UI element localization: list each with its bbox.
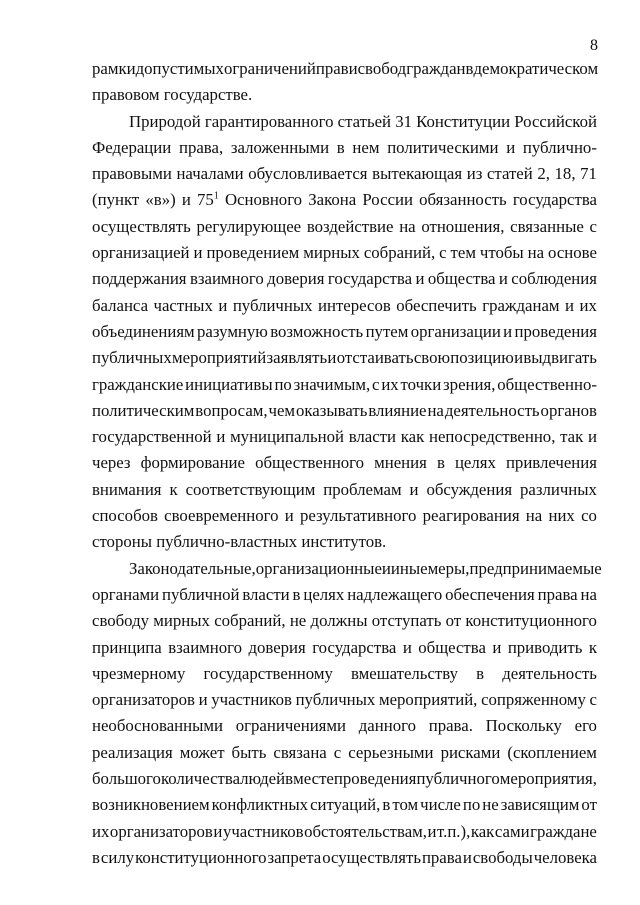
paragraph [92,556,602,872]
word: собраний, [214,611,286,631]
text-line [92,398,597,424]
word: их [579,295,597,315]
word: возможность [270,321,364,341]
word: необоснованными [92,716,223,736]
word: них [548,506,575,526]
word: прав [315,59,349,78]
word: доверия [248,637,306,657]
word: в [285,769,294,789]
text-line [92,240,597,266]
word: иные [390,558,428,578]
word: на [525,506,543,526]
word: не [289,611,307,631]
word: числе [420,795,461,815]
word: организаторов [92,690,195,710]
word: может [179,742,225,762]
word: права, [178,137,224,157]
word: привлечения [505,453,597,473]
word: должны [310,611,368,631]
text-line [92,477,597,503]
word: силу [100,847,135,867]
word: с [589,216,597,236]
word: внимания [92,479,162,499]
word: Законодательные, [129,558,256,578]
word: большого [92,769,161,789]
word: свободу [92,611,150,631]
word: участников [222,821,304,841]
word: к [588,637,597,657]
word: Природой [129,111,201,131]
word: точки [400,374,442,394]
word: от [445,611,462,631]
word: публичных [92,348,172,368]
word: и [348,59,358,78]
word: конституционного [135,847,267,867]
text-line [92,582,597,608]
text-line [92,109,597,135]
word: и [498,269,508,289]
word: серьезными [348,742,434,762]
word: общества [427,269,496,289]
word: мнения [374,453,427,473]
word: к [169,479,178,499]
word: в [476,663,485,683]
word: организации [410,321,501,341]
word: ситуаций, [310,795,381,815]
word: Закона [308,190,357,210]
word: взаимного [168,637,243,657]
word: зависящим [500,795,580,815]
text-line [92,740,597,766]
word: мероприятия, [499,769,597,789]
word: публичных [232,295,313,315]
word: организационные [255,558,382,578]
word: государства [512,190,597,210]
word: быть [231,742,267,762]
word: Основного [224,190,303,210]
word: гражданам [482,295,560,315]
word: стороны [92,532,152,552]
word: в [336,137,345,157]
word: (пункт [92,190,140,210]
word: их [381,374,399,394]
page-number: 8 [590,37,598,54]
word: в [292,584,301,604]
word: граждане [530,821,597,841]
word: «в») [145,190,176,210]
word: чтобы [479,243,524,263]
word: организаторов [109,821,213,841]
word: в [92,847,100,867]
word: органов [540,400,597,420]
word: инициативы [185,374,273,394]
text-line [92,56,597,82]
text-line [92,661,597,687]
word: гражданские [92,374,184,394]
word: целях [303,584,345,604]
word: ограничениями [235,716,346,736]
word: ограничений [223,59,316,78]
text-line [92,635,597,661]
word: частных [153,295,213,315]
word: публично- [522,137,597,157]
word: результативного [299,506,417,526]
word: способов [92,506,158,526]
word: публично-властных [156,532,298,552]
word: в [436,453,445,473]
word: приводить [507,637,583,657]
word: как [470,821,495,841]
word: 71 [580,164,597,184]
word: общественного [255,453,365,473]
word: основе [548,243,597,263]
word: чрезмерному [92,663,186,683]
word: запрета [267,847,322,867]
word: права [537,584,578,604]
word: с [333,742,342,762]
word: и [427,821,437,841]
word: России [362,190,413,210]
text-line [92,556,602,582]
text-line [92,161,597,187]
word: баланса [92,295,149,315]
word: месте [293,769,334,789]
word: со [581,506,597,526]
word: человека [533,847,597,867]
word: муниципальной [230,427,344,447]
text-line [92,503,597,529]
word: и [503,321,513,341]
word: правовыми [92,164,172,184]
word: вытекающая [372,164,463,184]
word: публичного [416,769,500,789]
word: публичной [162,584,240,604]
word: институтов. [301,532,387,552]
word: обязанность [419,190,507,210]
word: заявлять [266,348,328,368]
word: зрения, [443,374,496,394]
text-line [92,450,597,476]
word: на [427,400,444,420]
text-line [92,792,597,818]
text-line [92,214,597,240]
word: интересов [318,295,391,315]
word: и [565,295,575,315]
text-line [92,845,597,871]
word: т.п.), [437,821,471,841]
word: через [92,453,131,473]
word: общества [418,637,486,657]
word: 2, [537,164,550,184]
word: сопряженному [481,690,586,710]
word: и [327,348,337,368]
word: свою [413,348,450,368]
word: государственному [203,663,333,683]
word: нем [352,137,380,157]
text-line [92,687,597,713]
word: обеспечения [445,584,535,604]
word: осуществлять [322,847,421,867]
word: заложенными [230,137,330,157]
word: и [462,847,472,867]
word: и [193,243,203,263]
word: связана [273,742,327,762]
word: конституционного [465,611,597,631]
text-line [92,345,597,371]
word: политическими [387,137,499,157]
word: по [462,795,481,815]
word: чем [268,400,296,420]
word: вмешательству [351,663,458,683]
word: значимым, [293,374,371,394]
word: и [409,479,419,499]
word: общественно- [497,374,597,394]
word: власти [348,427,396,447]
word: непосредственно, [428,427,556,447]
word: отстаивать [336,348,414,368]
word: 18, [554,164,576,184]
word: государства [327,269,413,289]
word: влияние [368,400,427,420]
word: обусловливается [248,164,368,184]
word: государства [312,637,397,657]
word: объединениям [92,321,195,341]
word: и [588,427,597,447]
word: права. [428,716,473,736]
word: и [492,637,502,657]
text-line [92,266,597,292]
word: выдвигать [523,348,597,368]
word: и [213,821,223,841]
word: с [372,374,380,394]
word: с [439,243,447,263]
word: как [400,427,425,447]
word: не [482,795,499,815]
word: на [580,584,597,604]
word: организацией [92,243,190,263]
text-line [92,608,597,634]
word: формирование [140,453,245,473]
word: и [506,137,516,157]
word: деятельность [444,400,540,420]
word: статьей [337,111,392,131]
word: разумную [197,321,268,341]
word: позицию [450,348,514,368]
word: статей [486,164,533,184]
word: реализация [92,742,173,762]
text-line [92,372,597,398]
word: деятельность [502,663,597,683]
text-line [92,424,597,450]
word: граждан [406,59,466,78]
text-line [92,713,597,739]
word: публичных [295,690,376,710]
word: на [527,243,545,263]
word: Федерации [92,137,172,157]
word: проблемам [323,479,402,499]
word: воздействие [306,216,394,236]
word: проведения [514,321,597,341]
word: государственной [92,427,212,447]
word: его [574,716,597,736]
word: так [560,427,584,447]
text-line [92,135,597,161]
word: по [274,374,292,394]
word: людей [240,769,286,789]
text-line [92,293,597,319]
word: обсуждения [426,479,513,499]
word: меры, [427,558,470,578]
word: на [399,216,416,236]
word: органами [92,584,160,604]
word: и [198,690,208,710]
paragraph [92,56,597,109]
word: предпринимаемые [469,558,602,578]
word: принципа [92,637,162,657]
word: вопросам, [195,400,268,420]
text-line [92,319,597,345]
word: реагирования [422,506,520,526]
word: Конституции [416,111,511,131]
word: свобод [357,59,407,78]
text-line [92,819,597,845]
word: сами [494,821,530,841]
word: от [581,795,597,815]
word: надлежащего [347,584,443,604]
word: из [466,164,483,184]
word: и [284,506,294,526]
word: и [514,348,524,368]
word: государстве. [163,85,253,105]
text-line [92,766,597,792]
word: осуществлять [92,216,191,236]
word: отступать [371,611,442,631]
word: демократическом [473,59,599,78]
word: мирных [153,611,210,631]
word: мирных [303,243,360,263]
word: том [392,795,419,815]
word: проведения [333,769,417,789]
word: регулирующее [196,216,302,236]
word: данного [358,716,416,736]
text-line [92,187,597,213]
word: и [216,427,226,447]
word: проведением [206,243,300,263]
word: и [415,269,425,289]
word: власти [242,584,290,604]
word: (скоплением [507,742,597,762]
word: свободы [472,847,533,867]
paragraph [92,109,597,556]
word: собраний, [363,243,436,263]
word: в [382,795,391,815]
word: в [465,59,474,78]
word: началами [176,164,244,184]
word: конфликтных [211,795,309,815]
word: допустимых [135,59,224,78]
word: рамки [92,59,136,78]
word: и [181,190,191,210]
word: и [402,637,412,657]
word: с [589,690,597,710]
word: соответствующим [185,479,316,499]
word: обеспечить [396,295,477,315]
word: и [381,558,391,578]
word: доверия [267,269,325,289]
word: возникновением [92,795,210,815]
word: Поскольку [485,716,562,736]
word: тем [450,243,476,263]
word: отношения, [421,216,505,236]
word: участников [211,690,292,710]
word: правовом [92,85,160,105]
word: и [218,295,228,315]
word: количества [160,769,241,789]
word: Российской [514,111,597,131]
word: мероприятий [172,348,267,368]
word: 31 [395,111,412,131]
word: обстоятельствам, [304,821,427,841]
word: поддержания [92,269,187,289]
word: $75^1$ [197,190,219,210]
word: права [421,847,462,867]
text-line [92,82,597,108]
text-line [92,529,597,555]
word: гарантированного [204,111,334,131]
word: связанные [510,216,584,236]
word: политическим [92,400,195,420]
word: различных [520,479,597,499]
word: целях [454,453,496,473]
word: путем [365,321,409,341]
word: своевременного [164,506,279,526]
word: рисками [440,742,501,762]
word: взаимного [189,269,264,289]
word: оказывать [296,400,368,420]
document-body [92,56,602,871]
word: их [92,821,110,841]
word: соблюдения [511,269,597,289]
word: мероприятий, [378,690,478,710]
